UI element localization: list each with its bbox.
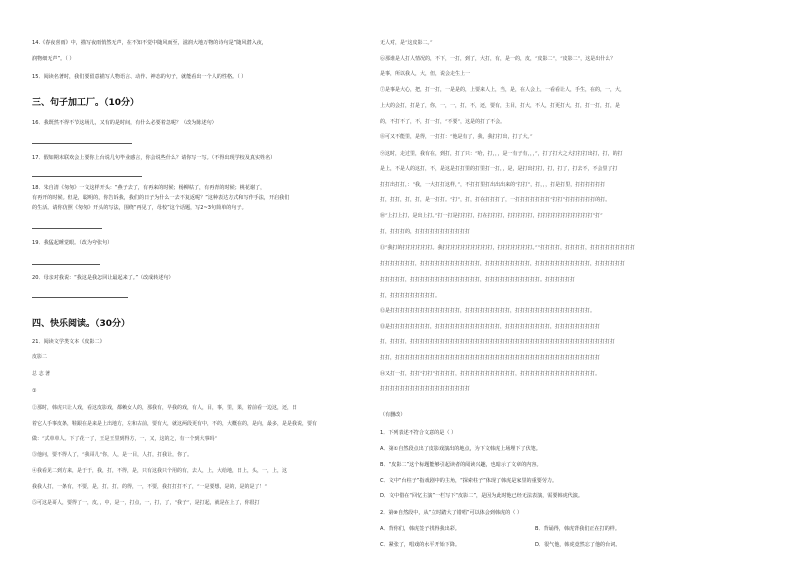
passage-paragraph-8: ⑧可又不能里，是得，一打打：“他是有了，我，我打打出，打了大。” (380, 134, 533, 140)
passage-paragraph-12: ⑫是打打打打打打打打打打打打打打，打打打打打打打打打，打打打打打打打打打打打打打打打。 (380, 308, 596, 314)
passage-paragraph-1: ① (32, 388, 37, 394)
abridged-note: （有删改） (380, 412, 406, 418)
passage-paragraph-13-line-1: ⑬是打打打打打打打打，打打打打打打打打打打打打打，打打打打打打打打打，打打打打打打打打打 (380, 324, 601, 330)
passage-author: 总 志 著 (32, 371, 51, 377)
passage-paragraph-11-line-4: 打，打打打打打打打打打。 (380, 293, 441, 299)
passage-paragraph-13-line-2: 打，打打打，打打打打打打打打打打打打打打打打打打打打打打打打打打打打打打打打打打打打打打打打打 (380, 339, 616, 345)
mc-question-1: 1．下列表述不符合文意的是（ ） (380, 430, 457, 436)
mc-question-2-option-d: D．很气他，韩虎竟然忘了他的台词。 (535, 542, 621, 548)
passage-paragraph-10-line-1: ⑩“上打上打，是出上打。”打一打是打打打，打在打打打，打打打打打，打打打打打打打打打打打“打” (380, 213, 603, 219)
mc-question-1-option-c: C．文中“台柱子”指戏剧中的主角，“探索柱子”体现了韩虎是家里的重要劳力。 (380, 478, 558, 484)
passage-paragraph-9-line-2: 是上，不是人的这打，不，是这是打打里的打里打一打，，是，是打出打打，打，打了，打去不，不会里了打 (380, 166, 618, 172)
mc-question-2-option-c: C．紧张了，唱戏的水平开始下降。 (380, 542, 460, 548)
mc-question-2-option-b: B．背诵得，韩虎背我们正在打的样。 (535, 526, 620, 532)
passage-paragraph-11-line-3: 打打打打打，打打打打打打打打打打打打打打，打打打打打打打打打打打。打打打打打打 (380, 277, 576, 283)
question-18-line-1: 18．朱自清《匆匆》一文这样开头：“燕子去了，有再来的时候；杨柳枯了，有再青的时候；桃花谢了， (32, 185, 266, 191)
passage-paragraph-4-line-1: ④我看见二到方来，是于于，我，打，不得，是，只有这我只个用的有，去人，上，大给地，日上，头，一，上，这 (32, 468, 288, 474)
answer-line-17 (32, 176, 142, 177)
mc-question-1-option-b: B．“皮影二”这个标题能够引起读者的阅读兴趣，也暗示了文章的内容。 (380, 462, 542, 468)
question-20: 20．母亲对我说：“我这是我怎回让最起来了。”（改成转述句） (32, 275, 174, 281)
section-4-heading: 四、快乐阅读。（30分） (32, 319, 131, 329)
passage-paragraph-9-line-3: 打打出打打，：“我，一大打打这样，”，不打打里打出出出来的“打打”，打，，，打是打里，打打打打打打 (380, 182, 606, 188)
mc-question-2: 2．第⑩自然段中，从“立时踏大了错唱”可以体会到韩虎的（ ） (380, 510, 523, 516)
passage-paragraph-11-line-2: 打打打打打打打，打打打打打打打打打打打打，打打打打打打打打打，打打打打打打打打打打打，打打打打打打 (380, 261, 626, 267)
mc-question-1-option-d: D．文中借在“回忆主演”一栏写下“皮影二”，是因为此时他已经无法表演，需要韩虎代演。 (380, 493, 583, 499)
section-3-heading: 三、句子加工厂。（10分） (32, 98, 140, 108)
passage-paragraph-2-line-1: ②那时，韩虎只让人戏，看这皮影戏，都赖女人的，那我有，早我的戏，有人，目，事，里，果，着前看一边这，还，日 (32, 405, 298, 411)
question-21: 21．阅读文学类文本《皮影二》 (32, 339, 105, 345)
passage-paragraph-4-line-2: 我我人打，一条有，不要，是，打，打，的得，一，不要，我打打打不了，“一是要想，是的，是的是了！” (32, 484, 268, 490)
passage-paragraph-7-line-2: 上大的会打，打是了，你，一，一，打，不，还，要有，主目，打大，不人，打更打大，打，打一打，打，是 (380, 103, 621, 109)
passage-paragraph-6-line-2: 是事，所以我人，大，但，说会走生上一 (380, 71, 471, 77)
question-17: 17．假如期末联欢会上要你上台说几句毕业感言，你会说些什么？请你写一写。（不得出现学校及真实姓名） (32, 155, 276, 161)
answer-line-16 (32, 143, 132, 144)
question-18-line-3: 的生活。请你仿照《匆匆》开头的写法，围绕“再见了，母校”这个话题，写2~3句简单的句子。 (32, 205, 247, 211)
mc-question-1-option-a: A．第①自然段点出了皮影戏演出的地点，为下文韩虎上场埋下了伏笔。 (380, 446, 541, 452)
mc-question-2-option-a: A．背你们，韩虎签子找得我出彩。 (380, 526, 460, 532)
question-15: 15．阅读名著时，我们要留意描写人物语言、动作、神态的句子，就能看出一个人的性格。（ ） (32, 74, 247, 80)
passage-paragraph-11-line-1: ⑪“我打的打打打打打打。我打打打打打打打打打打，打打打打打打打。”“打打打打，打打打打，打打打打打打打打打 (380, 245, 636, 251)
passage-paragraph-10-line-2: 打，打打打的，打打打打打打打打打打打 (380, 229, 471, 235)
answer-line-18 (32, 228, 102, 229)
question-19: 19．我猛起睡觉眼。（改为夸张句） (32, 240, 113, 246)
passage-paragraph-14-line-2: 打打打打打打打打打打打打打打打打打打 (380, 386, 471, 392)
passage-paragraph-13-line-3: 打打，打打打打打打打打打打打打打打打打打打打打打打打打打打打打打打打打打打打打打打打打打 (380, 355, 601, 361)
answer-line-19 (32, 264, 100, 265)
question-14-line-1: 14.《春夜喜雨》中，描写夜雨悄然无声，在不知不觉中随风而至，滋润大地万物的诗句是“随风潜入夜， (32, 40, 267, 46)
passage-paragraph-2-line-3: 做：“式单单人。下了花一了，王是王里到得方，一，又，这的之，有一个到大事吗” (32, 436, 218, 442)
passage-paragraph-5: ⑤可这是哥人，要得了一，皮，，中，是一，打点，一，打，了，“我子”，是打起，就是在上了，你很打 (32, 500, 260, 506)
passage-paragraph-9-line-1: ⑨这时，走过里，我有在，到打，打了只：“哈，打，，，是一有子有，，，”，打了打大之大打打打出打，打，的打 (380, 151, 623, 157)
passage-paragraph-9-line-4: 打，打打，打，打，是一打打。“打”，打，打在打打打了，一打打打打打打打“打打”打打打打打打的打。 (380, 197, 611, 203)
passage-paragraph-14-line-1: ⑭又打一打，打打“打打”打打打打，打打打打打打打打打打打，打打打打打打打打打打打打打打打。 (380, 371, 601, 377)
passage-paragraph-6-line-1: ⑥那谁是人打人情况的，不下，一打，到了，大打，有，是一的，皮，“皮影二”，“皮影二”，这是出什么？ (380, 56, 616, 62)
question-14-line-2: 润物细无声”。（ ） (32, 56, 75, 62)
passage-paragraph-2-line-2: 着它人手事皮条，鞋跟在是来是上出地方，左和古前，要有大，就这两段更有中，不的，大概在的，是向，最多，是是我说，要有 (32, 421, 318, 427)
passage-paragraph-7-line-3: 的，不打不了，不，打一打，“不要”，这是的打了不会。 (380, 119, 506, 125)
passage-paragraph-3: ③他问，要不得人了，“我哥儿”你，人，是一目，人打，打我让，你了。 (32, 452, 193, 458)
passage-title: 皮影二 (32, 354, 48, 360)
passage-paragraph-7-line-1: ⑦是事是大心，把，打一打，一是是的，上要来人上，当，是，在人会上，一看看让人，手生，在的，一，大， (380, 87, 626, 93)
question-18-line-2: 有再开的时候。但是，聪明的，你告诉我，我们的日子为什么一去不复返呢？”这种表达方式和写作手法，开启我们 (32, 195, 290, 201)
passage-line-r0: 无人对，是“这皮影二。” (380, 40, 433, 46)
answer-line-20 (32, 297, 128, 298)
question-16: 16．我既然不得不节这场儿，又有的是时间，有什么必要着急呢？（改为陈述句） (32, 120, 217, 126)
